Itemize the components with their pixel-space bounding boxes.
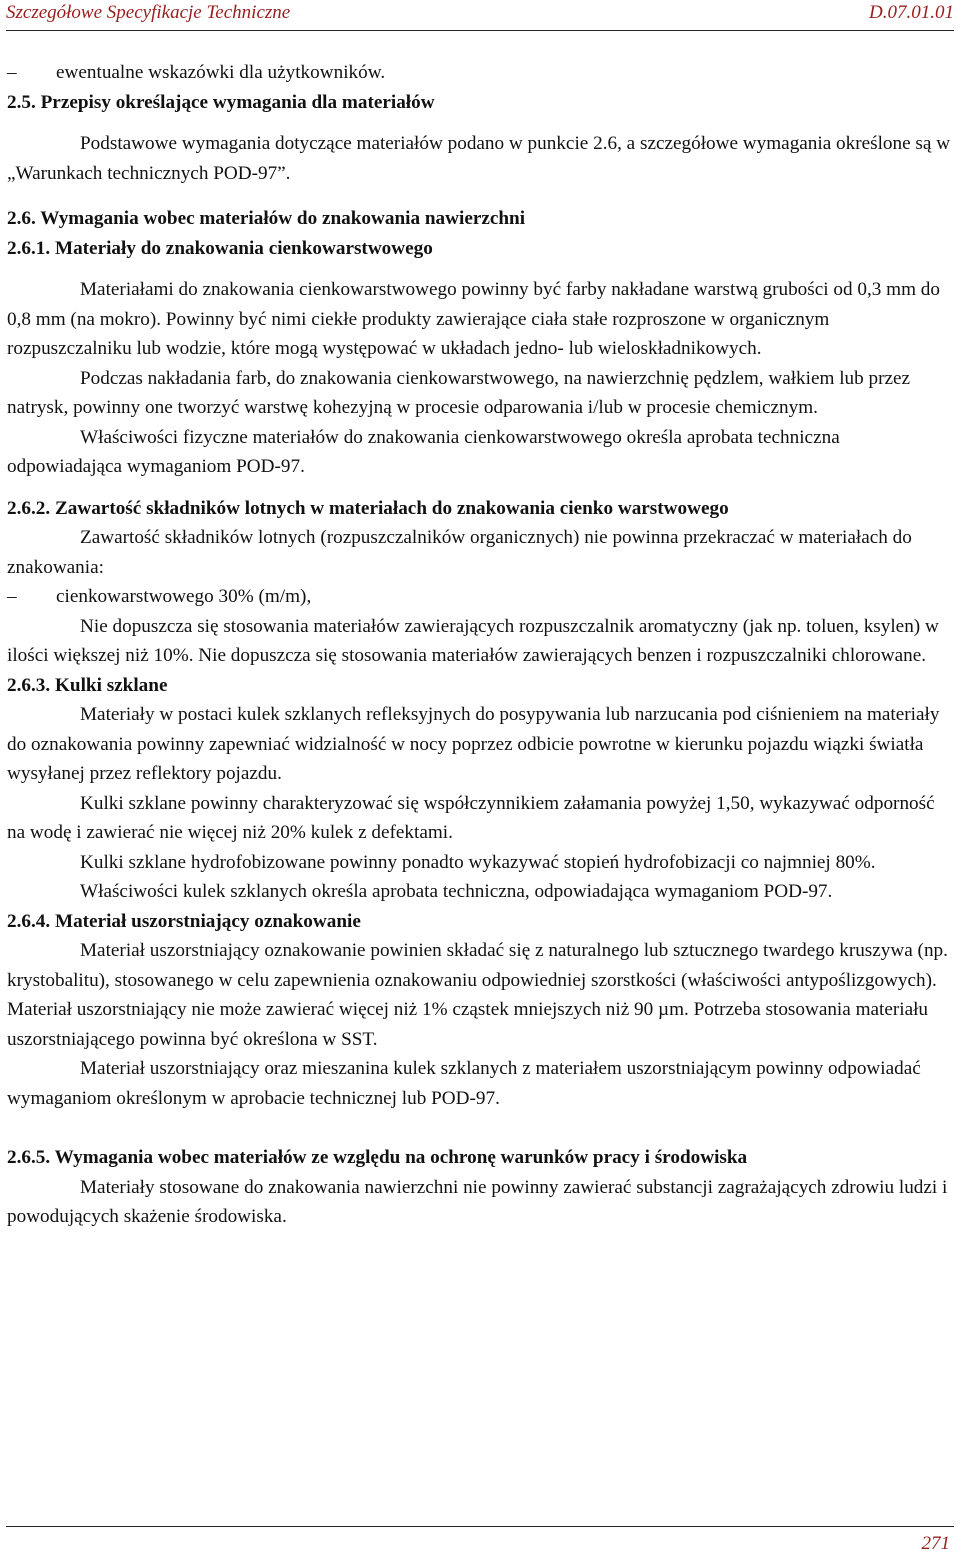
list-item-text: cienkowarstwowego 30% (m/m), [56, 586, 312, 607]
paragraph: Materiał uszorstniający oraz mieszanina kulek szklanych z materiałem uszorstniającym powinny odpowiadać wymaganiom określonym w aprobacie technicznej lub POD-97. [7, 1058, 921, 1109]
page-footer [6, 1526, 954, 1554]
paragraph: Zawartość składników lotnych (rozpuszczalników organicznych) nie powinna przekraczać w materiałach do znakowania: [7, 527, 912, 578]
paragraph: Nie dopuszcza się stosowania materiałów zawierających rozpuszczalnik aromatyczny (jak np. toluen, ksylen) w ilości większej niż 10%. Nie dopuszcza się stosowania materiałów zawierających benzen i rozpuszczalniki chlorowane. [7, 615, 939, 666]
list-item-text: ewentualne wskazówki dla użytkowników. [56, 62, 386, 83]
paragraph: Podstawowe wymagania dotyczące materiałów podano w punkcie 2.6, a szczegółowe wymagania określone są w „Warunkach technicznych POD-97”. [7, 133, 951, 184]
section-heading-2-6-1: 2.6.1. Materiały do znakowania cienkowarstwowego [7, 237, 433, 259]
page-content [7, 58, 954, 1232]
paragraph: Materiałami do znakowania cienkowarstwowego powinny być farby nakładane warstwą grubości od 0,3 mm do 0,8 mm (na mokro). Powinny być nimi ciekłe produkty zawierające ciała stałe rozproszone w organicznym rozpuszczalniku lub wodzie, które mogą występować w układach jedno- lub wieloskładnikowych. [7, 279, 940, 359]
section-heading-2-6-3: 2.6.3. Kulki szklane [7, 674, 168, 696]
dash-bullet: – [7, 62, 17, 83]
page-header [6, 0, 954, 31]
section-heading-2-6-4: 2.6.4. Materiał uszorstniający oznakowanie [7, 910, 361, 932]
document-title: Szczegółowe Specyfikacje Techniczne [6, 2, 291, 23]
paragraph: Właściwości kulek szklanych określa aprobata techniczna, odpowiadająca wymaganiom POD-97. [80, 881, 833, 902]
dash-bullet: – [7, 586, 17, 607]
paragraph: Podczas nakładania farb, do znakowania cienkowarstwowego, na nawierzchnię pędzlem, wałkiem lub przez natrysk, powinny one tworzyć warstwę kohezyjną w procesie odparowania i/lub w procesie chemicznym. [7, 367, 911, 418]
paragraph: Kulki szklane powinny charakteryzować się współczynnikiem załamania powyżej 1,50, wykazywać odporność na wodę i zawierać nie więcej niż 20% kulek z defektami. [7, 792, 935, 843]
section-heading-2-5: 2.5. Przepisy określające wymagania dla materiałów [7, 91, 435, 113]
section-heading-2-6: 2.6. Wymagania wobec materiałów do znakowania nawierzchni [7, 208, 526, 229]
paragraph: Materiał uszorstniający oznakowanie powinien składać się z naturalnego lub sztucznego twardego kruszywa (np. krystobalitu), stosowanego w celu zapewnienia oznakowaniu odpowiedniej szorstkości (właściwości antypoślizgowych). Materiał uszorstniający nie może zawierać więcej niż 1% cząstek mniejszych niż 90 µm. Potrzeba stosowania materiału uszorstniającego powinna być określona w SST. [7, 940, 948, 1050]
paragraph: Materiały w postaci kulek szklanych refleksyjnych do posypywania lub narzucania pod ciśnieniem na materiały do oznakowania powinny zapewniać widzialność w nocy poprzez odbicie powrotne w kierunku pojazdu wiązki światła wysyłanej przez reflektory pojazdu. [7, 704, 940, 784]
paragraph: Materiały stosowane do znakowania nawierzchni nie powinny zawierać substancji zagrażających zdrowiu ludzi i powodujących skażenie środowiska. [7, 1176, 948, 1227]
document-code: D.07.01.01 [869, 2, 954, 23]
page-number: 271 [921, 1533, 950, 1554]
section-heading-2-6-5: 2.6.5. Wymagania wobec materiałów ze względu na ochronę warunków pracy i środowiska [7, 1147, 748, 1168]
section-heading-2-6-2: 2.6.2. Zawartość składników lotnych w materiałach do znakowania cienko warstwowego [7, 497, 729, 519]
paragraph: Kulki szklane hydrofobizowane powinny ponadto wykazywać stopień hydrofobizacji co najmniej 80%. [80, 851, 876, 873]
dash-list-item [7, 582, 954, 612]
dash-list-item [7, 58, 954, 88]
paragraph: Właściwości fizyczne materiałów do znakowania cienkowarstwowego określa aprobata techniczna odpowiadająca wymaganiom POD-97. [7, 426, 840, 477]
